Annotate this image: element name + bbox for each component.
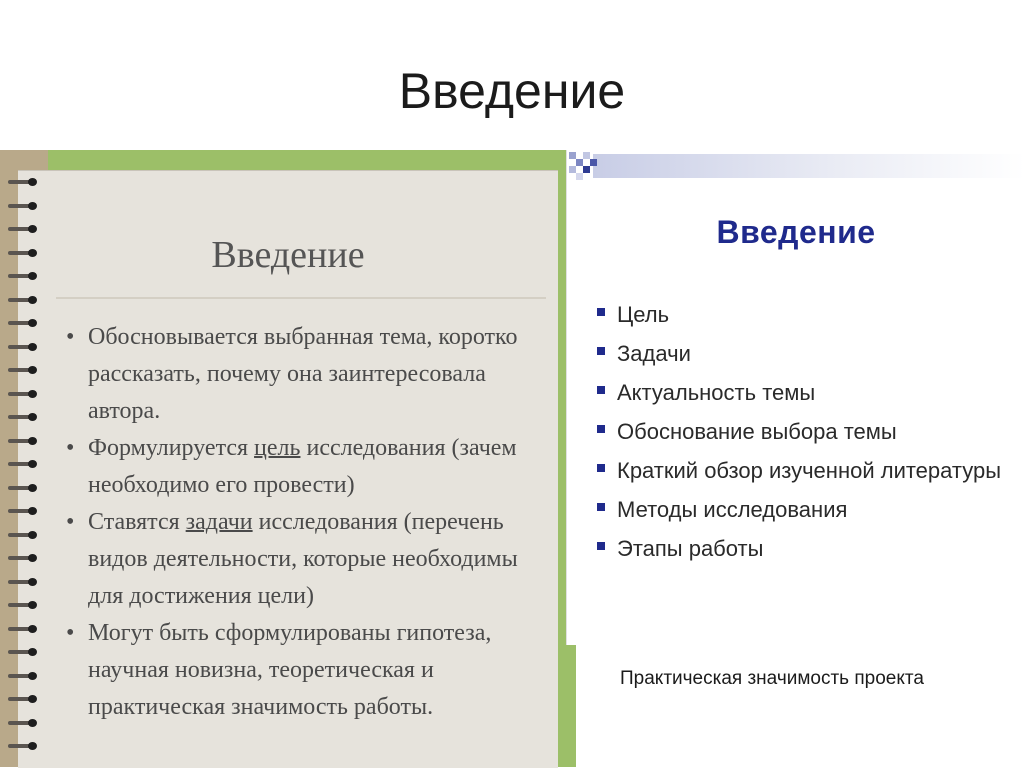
square-bullet-icon [597, 542, 605, 550]
square-bullet-icon [597, 503, 605, 511]
spiral-ring-icon [4, 719, 38, 727]
spiral-ring-icon [4, 319, 38, 327]
spiral-ring-icon [4, 178, 38, 186]
spiral-ring-icon [4, 531, 38, 539]
slide-subtitle: Введение [716, 214, 876, 250]
spiral-ring-icon [4, 648, 38, 656]
square-bullet-icon [597, 386, 605, 394]
header-band [593, 154, 1024, 178]
spiral-ring-icon [4, 460, 38, 468]
spiral-ring-icon [4, 484, 38, 492]
bullet-dot-icon: • [66, 509, 75, 535]
spiral-ring-icon [4, 742, 38, 750]
spiral-ring-icon [4, 202, 38, 210]
topic-item: Актуальность темы [597, 373, 1001, 412]
notebook-bullet: • Могут быть сформулированы гипотеза, научная новизна, теоретическая и практическая значимость работы. [66, 615, 546, 726]
spiral-ring-icon [4, 413, 38, 421]
topic-item: Этапы работы [597, 529, 1001, 568]
spiral-ring-icon [4, 625, 38, 633]
notebook-bullet-list [66, 319, 546, 726]
topic-item: Обоснование выбора темы [597, 412, 1001, 451]
spiral-ring-icon [4, 601, 38, 609]
square-bullet-icon [597, 347, 605, 355]
spiral-ring-icon [4, 390, 38, 398]
spiral-ring-icon [4, 272, 38, 280]
notebook-bullet: • Ставятся задачи исследования (перечень видов деятельности, которые необходимы для достижения цели) [66, 504, 546, 615]
slide-image [566, 150, 1024, 645]
notebook-title: Введение [211, 234, 365, 276]
spiral-ring-icon [4, 695, 38, 703]
spiral-ring-icon [4, 507, 38, 515]
spiral-ring-icon [4, 343, 38, 351]
notebook-page [18, 170, 558, 768]
spiral-ring-icon [4, 578, 38, 586]
bullet-dot-icon: • [66, 620, 75, 646]
notebook-bullet: • Обосновывается выбранная тема, коротко рассказать, почему она заинтересовала автора. [66, 319, 546, 430]
spiral-binding [4, 178, 42, 767]
square-bullet-icon [597, 425, 605, 433]
topic-item: Цель [597, 295, 1001, 334]
topic-item: Краткий обзор изученной литературы [597, 451, 1001, 490]
underlined-term: задачи [185, 509, 253, 535]
square-bullet-icon [597, 464, 605, 472]
notebook-divider [56, 297, 546, 299]
spiral-ring-icon [4, 225, 38, 233]
spiral-ring-icon [4, 554, 38, 562]
spiral-ring-icon [4, 672, 38, 680]
pixel-decoration-icon [567, 150, 607, 190]
spiral-ring-icon [4, 437, 38, 445]
slide-title: Введение [398, 63, 626, 119]
topic-item: Задачи [597, 334, 1001, 373]
notebook-bullet: • Формулируется цель исследования (зачем необходимо его провести) [66, 430, 546, 504]
slide-caption: Практическая значимость проекта [620, 668, 924, 689]
notebook-image [0, 150, 576, 767]
spiral-ring-icon [4, 249, 38, 257]
underlined-term: цель [254, 435, 301, 461]
bullet-dot-icon: • [66, 435, 75, 461]
topic-list [597, 295, 1001, 568]
spiral-ring-icon [4, 366, 38, 374]
square-bullet-icon [597, 308, 605, 316]
spiral-ring-icon [4, 296, 38, 304]
bullet-dot-icon: • [66, 324, 75, 350]
topic-item: Методы исследования [597, 490, 1001, 529]
